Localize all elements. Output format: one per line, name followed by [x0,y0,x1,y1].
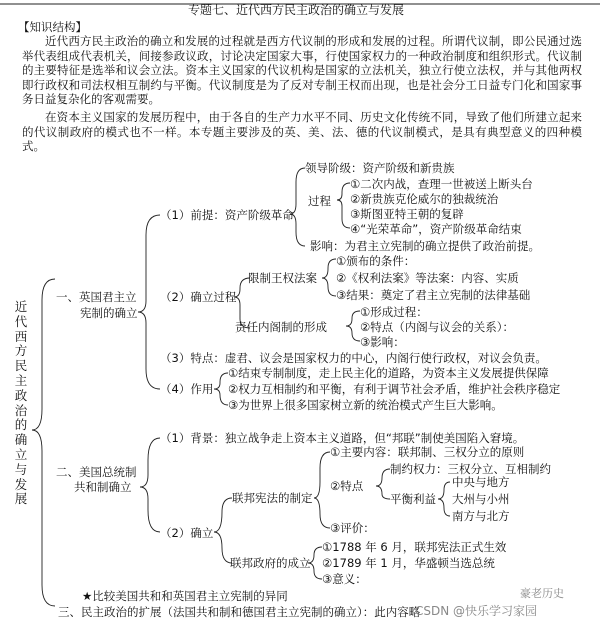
us-balance-item-3: 南方与北方 [452,509,510,523]
uk-role-item-3: ③为世界上很多国家树立新的统治模式产生巨大影响。 [228,398,503,412]
intro-paragraph-2: 在资本主义国家的发展历程中，由于各自的生产力水平不同、历史文化传统不同，导致了他们所建立起来的代议制政府的模式也不一样。本专题主要涉及的英、美、法、德的代议制模式，是具有典型意义的四种模式。 [22,110,582,154]
us-balance-item-2: 大州与小州 [452,492,510,506]
uk-role-item-2: ②权力互相制约和平衡，有利于调节社会矛盾，维护社会秩序稳定 [228,382,561,396]
uk-role-label: （4）作用 [160,382,214,396]
uk-process-label: 过程 [308,194,331,208]
establish-brace [214,498,232,563]
uk-limit-item-3: ③结果：奠定了君主立宪制的法律基础 [336,288,531,302]
us-constitution-label: 联邦宪法的制定 [232,491,313,505]
uk-role-item-1: ①结束专制制度，走上民主化的道路，为资本主义发展提供保障 [228,366,549,380]
root-brace [32,279,55,606]
uk-cabinet-item-3: ③影响： [360,335,405,349]
us-federal-item-2: ②1789 年 1 月，华盛顿当选总统 [322,556,495,570]
cabinet-brace [346,311,360,341]
features-brace [376,469,390,499]
expansion-note: 三、民主政治的扩展（法国共和制和德国君主立宪制的确立）：此内容略 [58,605,421,619]
limit-brace [322,259,336,296]
uk-impact: 影响：为君主立宪制的确立提供了政治前提。 [310,239,540,253]
section-label: 【知识结构】 [18,20,87,34]
us-background: （1）背景：独立战争走上资本主义道路，但“邦联”制使美国陷入窘境。 [160,431,525,445]
uk-establishment-label: （2）确立过程 [160,290,237,304]
us-balance-item-1: 中央与地方 [452,475,510,489]
premise-brace [290,168,305,246]
uk-limit-item-2: ②《权利法案》等法案：内容、实质 [336,271,519,285]
us-title-line2: 共和制确立 [74,480,132,494]
csdn-watermark: CSDN @快乐学习家园 [415,604,538,618]
us-federal-gov-label: 联邦政府的成立 [230,556,311,570]
us-federal-item-3: ③意义： [322,572,367,586]
uk-limit-crown-label: 限制王权法案 [248,271,317,285]
uk-brace [138,215,160,389]
uk-cabinet-item-2: ②特点（内阁与议会的关系）： [360,320,515,334]
uk-features: （3）特点：虚君、议会是国家权力的中心，内阁行使行政权，对议会负责。 [160,351,547,365]
balance-brace [438,482,450,516]
uk-process-item-3: ③斯图亚特王朝的复辟 [350,207,464,221]
intro-paragraph-1: 近代西方民主政治的确立和发展的过程就是西方代议制的形成和发展的过程。所谓代议制，即公民通过选举代表组成代表机关，间接参政议政，讨论决定国家大事，行使国家权力的一种政治制度和组织形式。代议制的主要特征是选举和议会立法。资本主义国家的代议机构是国家的立法机关，独立行使立法权，并与其他两权即行政权和司法权相互制约与平衡。代议制度是为了反对专制王权而出现，也是社会分工日益专门化和国家事务日益复杂化的客观需要。 [22,34,582,107]
root-topic: 近代西方民主政治的确立与发展 [14,299,28,507]
us-restraint: 制约权力：三权分立、互相制约 [390,462,551,476]
page-title: 专题七、近代西方民主政治的确立与发展 [188,3,405,17]
us-federal-item-1: ①1788 年 6 月，联邦宪法正式生效 [322,540,507,554]
constitution-brace [314,452,330,528]
us-establish-label: （2）确立 [160,526,214,540]
uk-premise-label: （1）前提：资产阶级革命 [160,208,294,222]
us-evaluation: ③评价： [330,521,375,535]
uk-cabinet-item-1: ①形成过程： [360,305,428,319]
role-brace [214,373,228,405]
uk-process-item-4: ④“光荣革命”，资产阶级革命结束 [350,222,522,236]
us-balance-label: 平衡利益 [390,492,436,506]
uk-process-item-1: ①二次内战，查理一世被送上断头台 [350,177,533,191]
us-brace [140,438,160,532]
uk-cabinet-label: 责任内阁制的形成 [235,320,327,334]
uk-title-line2: 宪制的确立 [80,306,138,320]
process-brace [337,183,350,228]
brand-watermark: 豪老历史 [520,587,564,600]
uk-process-item-2: ②新贵族克伦威尔的独裁统治 [350,192,499,206]
us-constitution-content: ①主要内容：联邦制、三权分立的原则 [330,445,525,459]
us-features-label: ②特点 [330,479,364,493]
us-title-line1: 二、美国总统制 [56,465,137,479]
compare-note: ★比较美国共和和英国君主立宪制的异同 [82,589,288,603]
uk-title-line1: 一、英国君主立 [56,290,137,304]
uk-limit-item-1: ①颁布的条件： [336,254,416,268]
uk-leadership: 领导阶级：资产阶级和新贵族 [305,161,455,175]
